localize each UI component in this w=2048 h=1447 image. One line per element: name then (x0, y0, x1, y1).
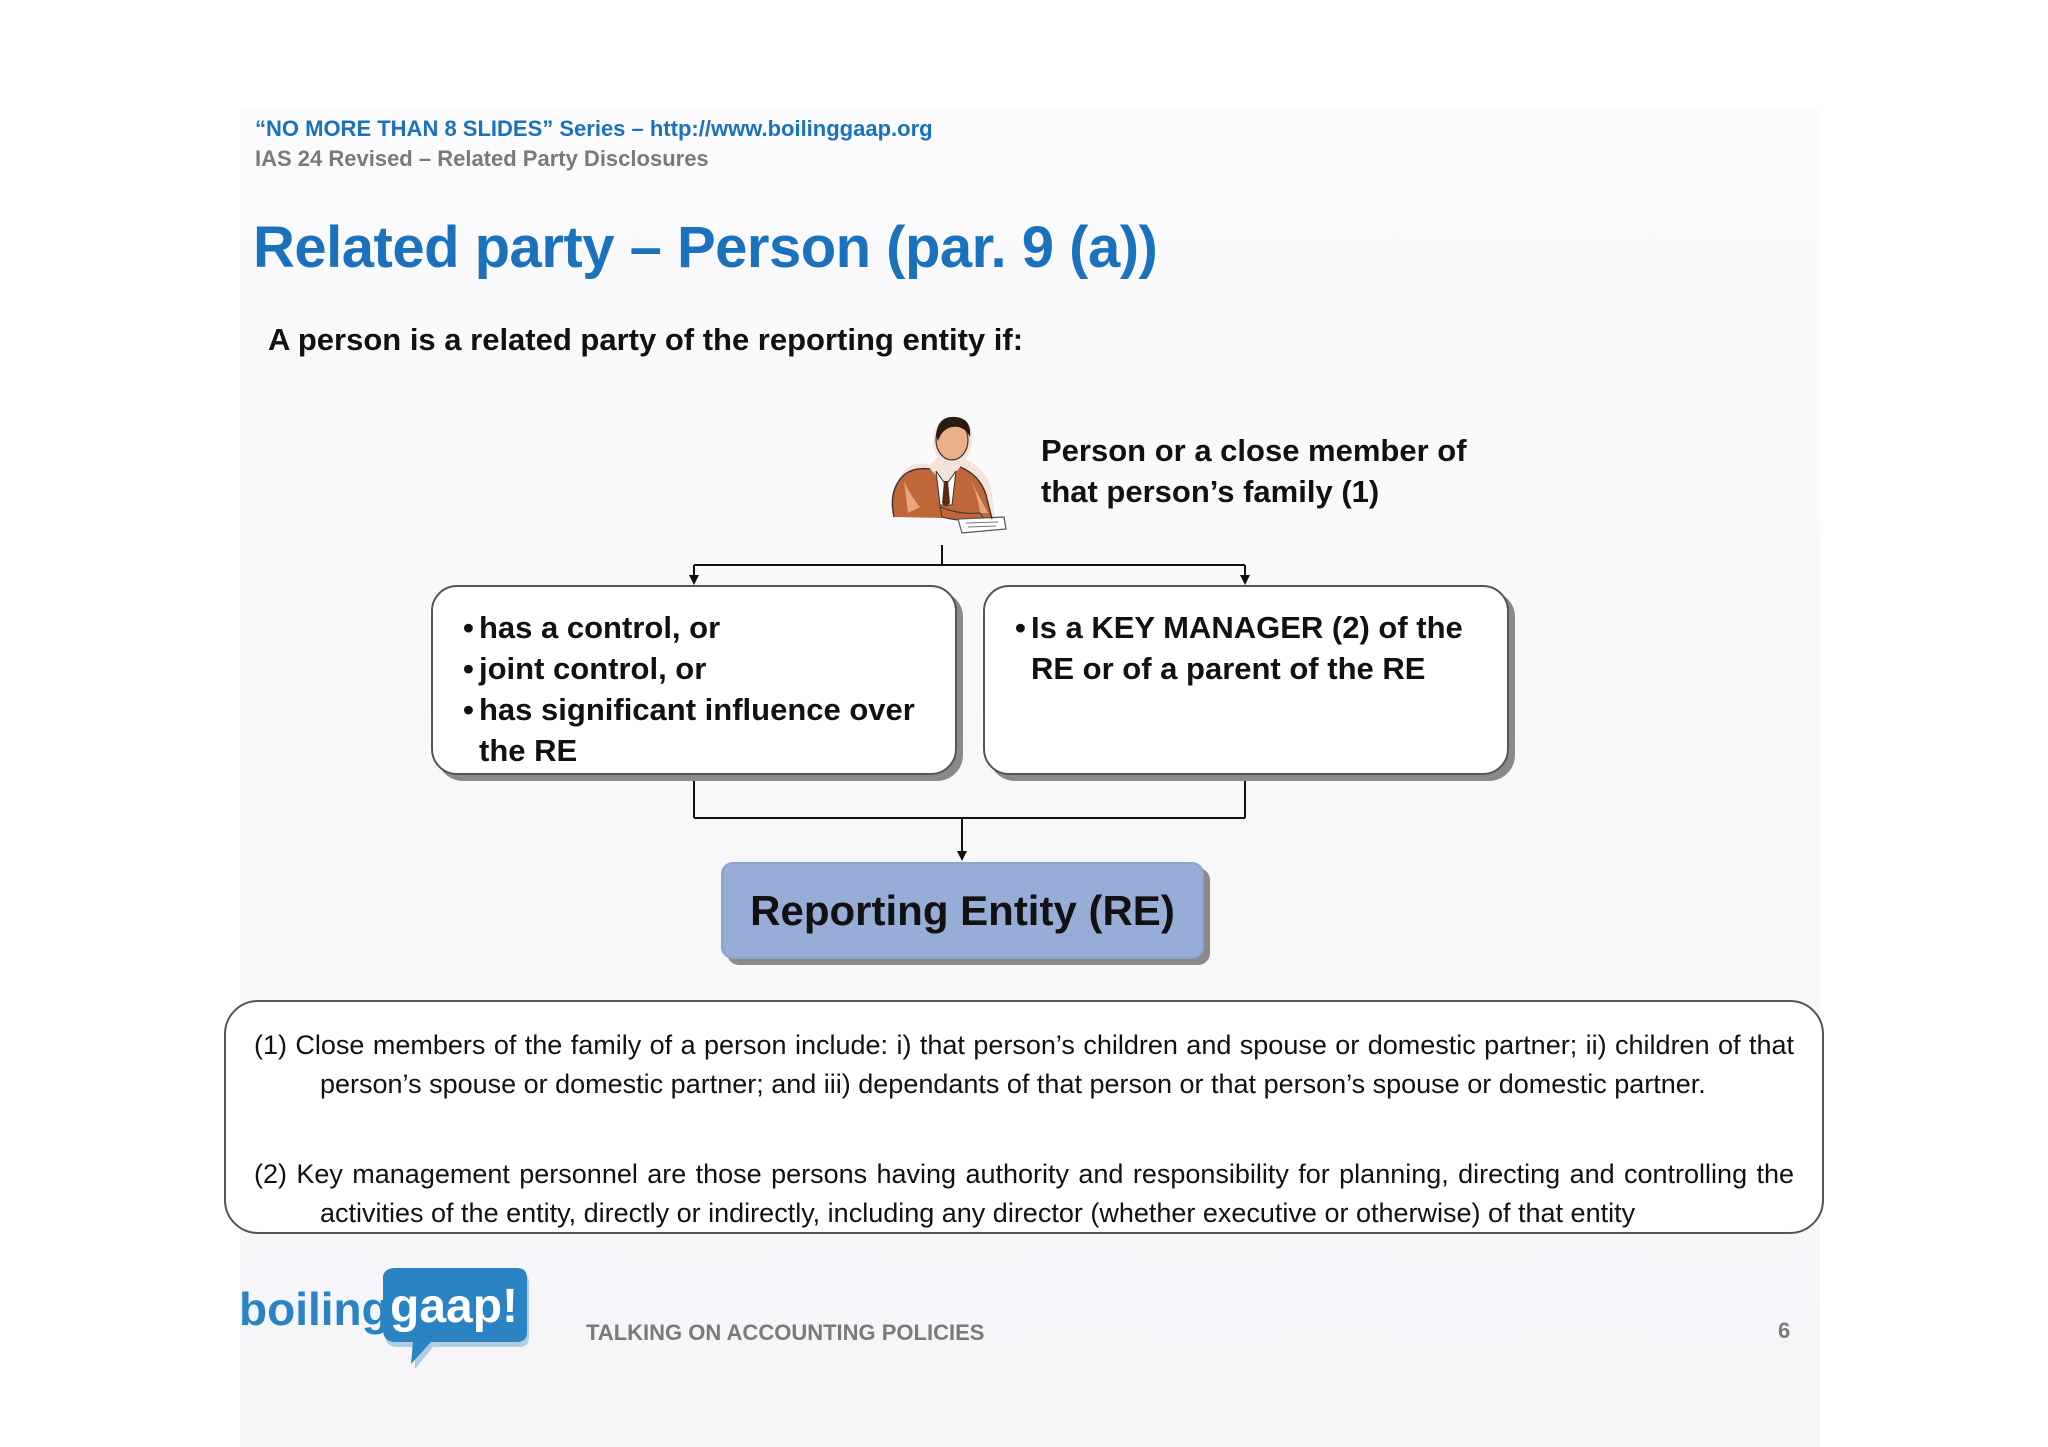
key-manager-list (1015, 607, 1487, 689)
criteria-item: • has a control, or (463, 607, 935, 648)
criteria-item: • Is a KEY MANAGER (2) of the RE or of a parent of the RE (1015, 607, 1487, 689)
person-label (1041, 430, 1467, 512)
criteria-item: • has significant influence over the RE (463, 689, 935, 771)
page-number: 6 (1778, 1318, 1791, 1343)
footer-tagline: TALKING ON ACCOUNTING POLICIES (586, 1320, 985, 1345)
series-header: “NO MORE THAN 8 SLIDES” Series – http://www.boilinggaap.org (255, 116, 933, 141)
logo-text-boiling: boiling (239, 1283, 390, 1335)
businessman-at-desk-icon (880, 395, 1010, 545)
boilinggaap-logo (237, 1268, 537, 1373)
slide-title: Related party – Person (par. 9 (a)) (253, 215, 1158, 280)
criteria-item: • joint control, or (463, 648, 935, 689)
reporting-entity-box: Reporting Entity (RE) (721, 862, 1204, 959)
slide-background (240, 110, 1820, 1447)
person-label-line-1: Person or a close member of (1041, 433, 1467, 468)
footnote-1: (1) Close members of the family of a person include: i) that person’s children and spouse or domestic partner; ii) children of that person’s spouse or domestic partner; and iii) dependants of that person or that person’s spouse or domestic partner. (254, 1030, 1794, 1099)
control-criteria-box (431, 585, 957, 775)
document-subtitle: IAS 24 Revised – Related Party Disclosures (255, 146, 709, 171)
logo-text-gaap: gaap! (390, 1280, 519, 1333)
intro-text: A person is a related party of the reporting entity if: (268, 322, 1024, 357)
footnotes-box (224, 1000, 1824, 1234)
footnote-2: (2) Key management personnel are those persons having authority and responsibility for planning, directing and controlling the activities of the entity, directly or indirectly, including any director (whether executive or otherwise) of that entity (254, 1159, 1794, 1228)
control-criteria-list (463, 607, 935, 771)
key-manager-box (983, 585, 1509, 775)
person-label-line-2: that person’s family (1) (1041, 474, 1380, 509)
